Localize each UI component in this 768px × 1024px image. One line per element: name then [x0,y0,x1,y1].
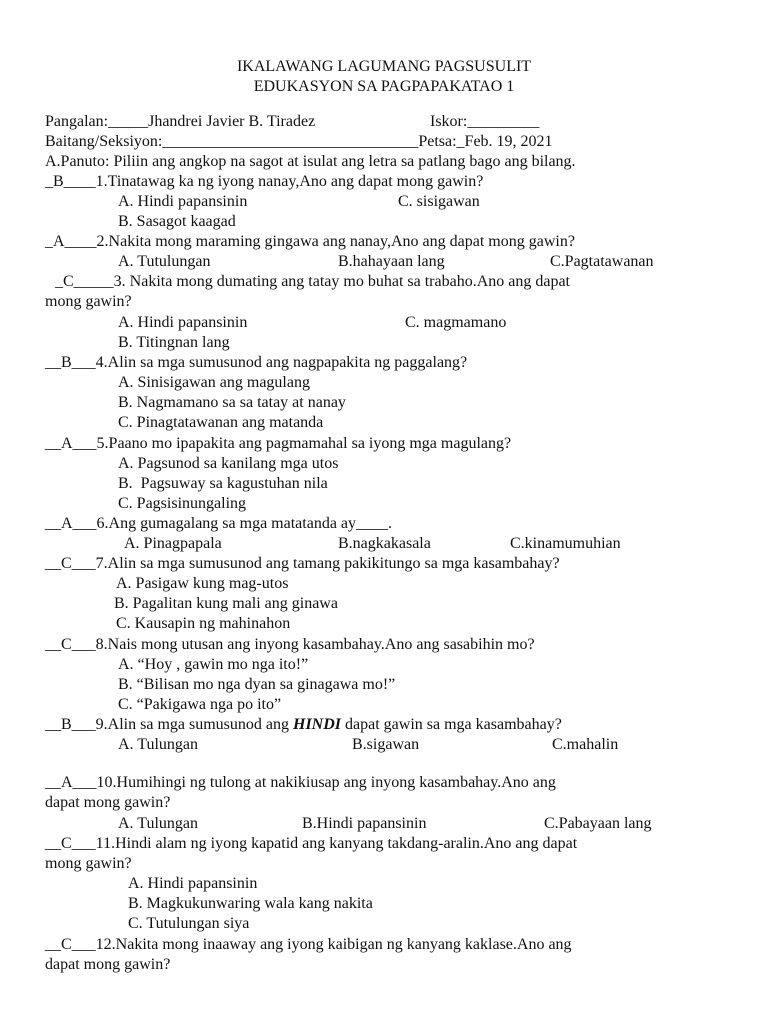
question-2: _A____2.Nakita mong maraming gingawa ang nanay,Ano ang dapat mong gawin? [45,233,575,250]
q9-option-c: C.mahalin [552,736,619,753]
q2-option-b: B.hahayaan lang [338,253,445,270]
question-9-end: dapat gawin sa mga kasambahay? [341,716,562,733]
instructions: A.Panuto: Piliin ang angkop na sagot at isulat ang letra sa patlang bago ang bilang. [45,153,576,170]
question-3-cont: mong gawin? [45,293,132,310]
q1-option-a: A. Hindi papansinin [118,193,248,210]
q4-option-a: A. Sinisigawan ang magulang [118,374,310,391]
test-title: IKALAWANG LAGUMANG PAGSUSULIT [236,58,532,75]
q3-option-b: B. Titingnan lang [118,334,230,351]
q6-option-a: A. Pinagpapala [124,535,222,552]
q7-option-a: A. Pasigaw kung mag-utos [116,575,289,592]
question-10-cont: dapat mong gawin? [45,794,171,811]
question-7: __C___7.Alin sa mga sumusunod ang tamang pakikitungo sa mga kasambahay? [45,555,560,572]
q5-option-c: C. Pagsisinungaling [118,495,247,512]
q6-option-c: C.kinamumuhian [510,535,621,552]
q7-option-b: B. Pagalitan kung mali ang ginawa [114,595,338,612]
question-6: __A___6.Ang gumagalang sa mga matatanda ay____. [45,515,393,532]
q5-option-b: B. Pagsuway sa kagustuhan nila [118,475,328,492]
q7-option-c: C. Kausapin ng mahinahon [116,615,291,632]
q4-option-b: B. Nagmamano sa sa tatay at nanay [118,394,346,411]
q11-option-c: C. Tutulungan siya [128,915,250,932]
question-8: __C___8.Nais mong utusan ang inyong kasambahay.Ano ang sasabihin mo? [45,636,535,653]
student-name-line: Pangalan:_____Jhandrei Javier B. Tiradez [45,113,316,130]
question-3: _C_____3. Nakita mong dumating ang tatay mo buhat sa trabaho.Ano ang dapat [55,273,570,290]
question-10: __A___10.Humihingi ng tulong at nakikiusap ang inyong kasambahay.Ano ang [45,774,556,791]
question-9 [45,715,562,735]
q10-option-c: C.Pabayaan lang [544,815,652,832]
q3-option-a: A. Hindi papansinin [118,314,248,331]
q8-option-a: A. “Hoy , gawin mo nga ito!” [118,656,309,673]
question-11-cont: mong gawin? [45,855,132,872]
q3-option-c: C. magmamano [405,314,507,331]
q11-option-b: B. Magkukunwaring wala kang nakita [128,895,373,912]
score-line: Iskor:_________ [430,113,540,130]
q11-option-a: A. Hindi papansinin [128,875,258,892]
question-9-start: __B___9.Alin sa mga sumusunod ang [45,716,293,733]
q9-option-b: B.sigawan [352,736,420,753]
section-date-line: Baitang/Seksiyon:________________________________Petsa:_Feb. 19, 2021 [45,133,553,150]
q9-option-a: A. Tulungan [118,736,199,753]
q5-option-a: A. Pagsunod sa kanilang mga utos [118,455,339,472]
question-9-emphasis: HINDI [293,716,342,733]
q1-option-c: C. sisigawan [398,193,480,210]
question-11: __C___11.Hindi alam ng iyong kapatid ang kanyang takdang-aralin.Ano ang dapat [45,835,578,852]
question-4: __B___4.Alin sa mga sumusunod ang nagpapakita ng paggalang? [45,354,468,371]
q8-option-b: B. “Bilisan mo nga dyan sa ginagawa mo!” [118,676,396,693]
question-5: __A___5.Paano mo ipapakita ang pagmamahal sa iyong mga magulang? [45,435,512,452]
q1-option-b: B. Sasagot kaagad [118,213,236,230]
question-12-cont: dapat mong gawin? [45,956,171,973]
q10-option-a: A. Tulungan [118,815,199,832]
subject-title: EDUKASYON SA PAGPAPAKATAO 1 [253,78,515,95]
q4-option-c: C. Pinagtatawanan ang matanda [118,414,324,431]
question-1: _B____1.Tinatawag ka ng iyong nanay,Ano ang dapat mong gawin? [45,173,484,190]
q6-option-b: B.nagkakasala [338,535,431,552]
q8-option-c: C. “Pakigawa nga po ito” [118,696,282,713]
question-12: __C___12.Nakita mong inaaway ang iyong kaibigan ng kanyang kaklase.Ano ang [45,936,572,953]
q10-option-b: B.Hindi papansinin [302,815,427,832]
q2-option-a: A. Tutulungan [118,253,211,270]
q2-option-c: C.Pagtatawanan [550,253,654,270]
